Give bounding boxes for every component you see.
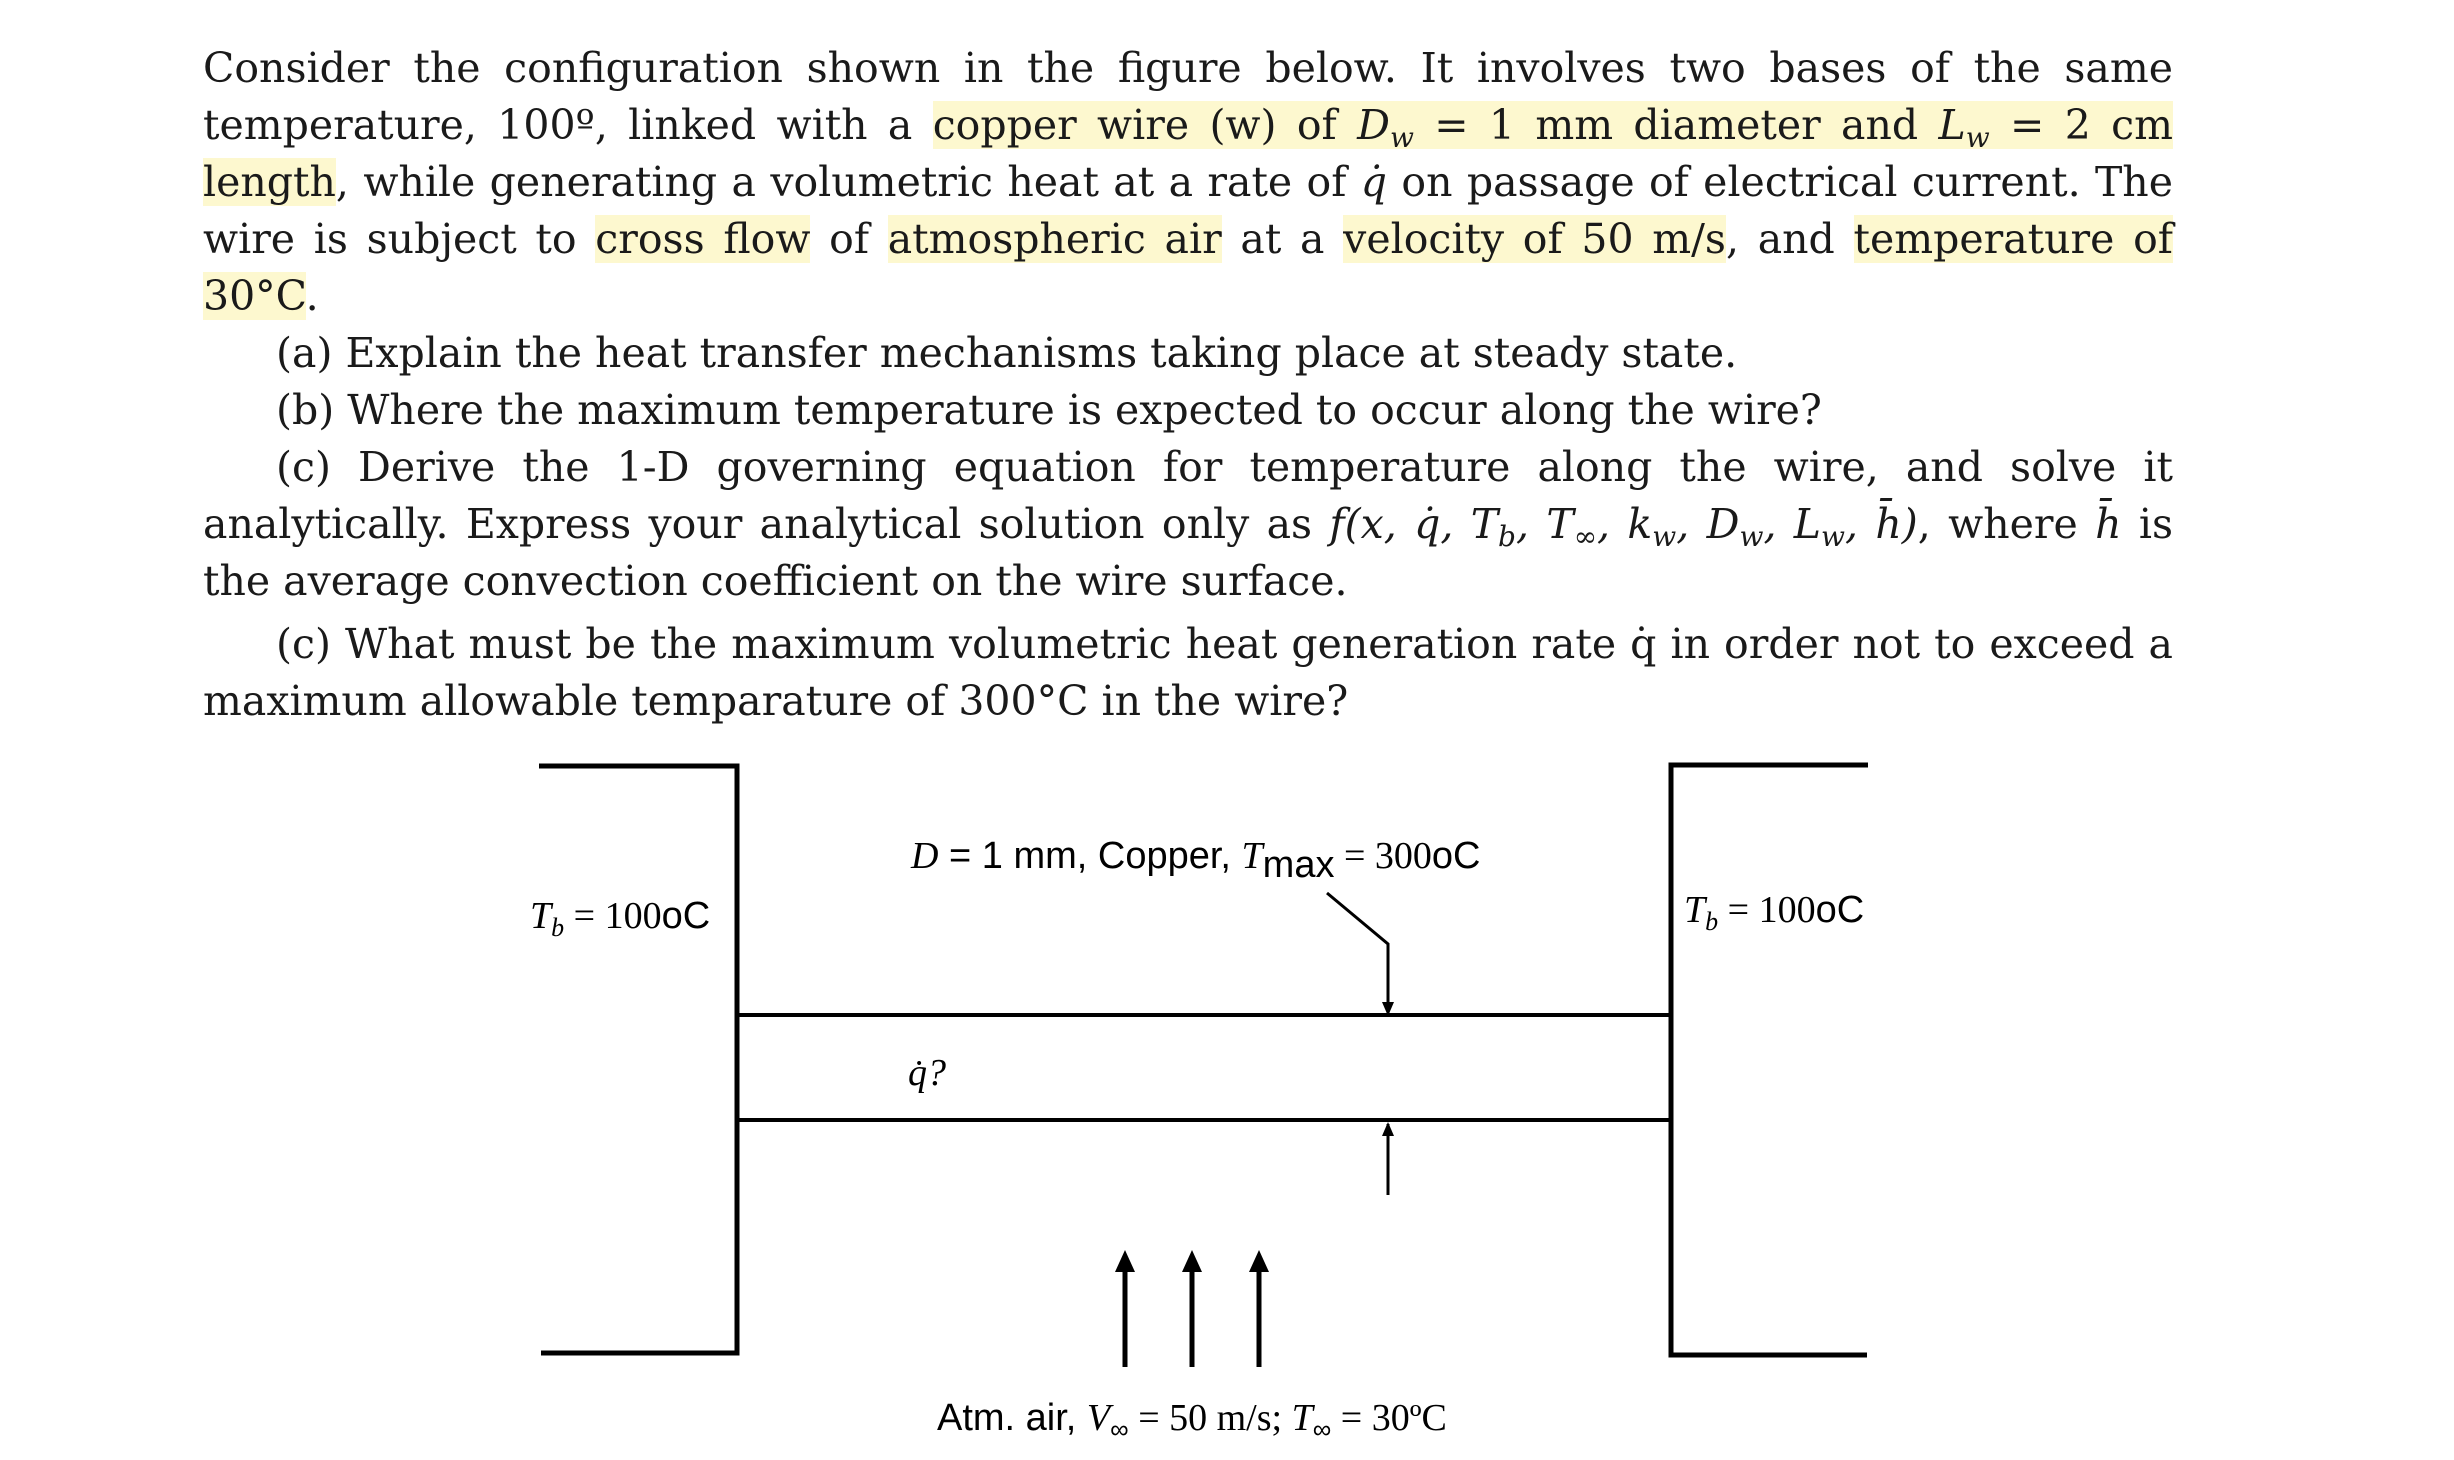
- intro-text: on passage of electrical current. The wire is subject to: [203, 158, 2173, 263]
- highlight-velocity: velocity of 50 m/s: [1343, 215, 1726, 263]
- tmax-pointer-arrow: [1327, 893, 1388, 1014]
- math-subscript: w: [1821, 520, 1845, 553]
- highlight-cross-flow: cross flow: [595, 215, 811, 263]
- label-value: = 30ºC: [1331, 1397, 1447, 1439]
- wire-properties-label: [910, 835, 1480, 886]
- right-base-temperature-label: [1684, 889, 1864, 936]
- label-unit: oC: [1815, 889, 1865, 931]
- intro-text: , while generating a volumetric heat at a rate of: [335, 158, 1361, 206]
- part-b: (b) Where the maximum temperature is expected to occur along the wire?: [276, 386, 1822, 434]
- math-subscript: max: [1262, 844, 1335, 886]
- math-subscript: w: [1965, 121, 1990, 154]
- part-c-text: (c) Derive the 1-D governing equation for temperature along the wire, and solve it analytically. Express your analytical solution only as: [203, 443, 2173, 548]
- math-function: , k: [1597, 500, 1653, 548]
- intro-text: of: [810, 215, 888, 263]
- air-flow-arrowhead-3: [1249, 1250, 1269, 1272]
- heat-generation-label: q̇?: [908, 1052, 946, 1094]
- math-symbol: D: [1357, 101, 1390, 149]
- highlight-temperature: temperature of 30°C: [203, 215, 2173, 320]
- math-subscript: b: [551, 913, 565, 942]
- air-flow-label: [937, 1397, 1447, 1444]
- math-function: , h̄): [1845, 500, 1918, 548]
- math-subscript: ∞: [1312, 1414, 1332, 1444]
- math-function: f(x, q̇, T: [1329, 500, 1499, 548]
- label-value: = 300: [1334, 835, 1432, 877]
- intro-text: .: [305, 272, 319, 320]
- label-unit: oC: [1431, 835, 1481, 877]
- part-c-max-q: (c) What must be the maximum volumetric heat generation rate q̇ in order not to exceed a maximum allowable temparature of 300°C in the wire?: [203, 620, 2173, 725]
- part-a: (a) Explain the heat transfer mechanisms taking place at steady state.: [276, 329, 1738, 377]
- intro-text: at a: [1221, 215, 1344, 263]
- part-c-text: , where: [1917, 500, 2096, 548]
- math-symbol: h̄: [2095, 500, 2122, 548]
- math-subscript: w: [1739, 520, 1764, 553]
- label-value: = 1 mm, Copper,: [938, 835, 1242, 877]
- highlight-text: copper wire (w) of: [932, 101, 1358, 149]
- math-subscript: b: [1705, 907, 1719, 936]
- lower-arrowhead: [1382, 1122, 1394, 1136]
- highlight-text: = 2 cm length: [203, 101, 2173, 206]
- left-base: [539, 766, 737, 1353]
- intro-text: , and: [1725, 215, 1854, 263]
- math-symbol: D: [911, 835, 939, 877]
- label-text: Atm. air,: [937, 1397, 1087, 1439]
- math-symbol: T: [530, 895, 552, 937]
- math-subscript: ∞: [1110, 1414, 1129, 1444]
- intro-text: Consider the configuration shown in the figure below. It involves two bases of the same temperature, 100º, linked with a: [203, 44, 2173, 149]
- air-flow-arrowhead-1: [1115, 1250, 1135, 1272]
- highlight-text: = 1 mm diameter and: [1413, 101, 1939, 149]
- math-function: , L: [1763, 500, 1822, 548]
- math-subscript: w: [1389, 121, 1414, 154]
- math-symbol: q̇: [1360, 158, 1388, 206]
- highlight-atmospheric-air: atmospheric air: [887, 215, 1222, 263]
- math-symbol: L: [1938, 101, 1966, 149]
- label-value: = 100: [1718, 889, 1816, 931]
- math-subscript: ∞: [1573, 520, 1598, 553]
- right-base: [1671, 765, 1868, 1355]
- math-function: , T: [1515, 500, 1574, 548]
- label-unit: oC: [661, 895, 711, 937]
- math-symbol: T: [1684, 889, 1706, 931]
- label-value: = 100: [564, 895, 662, 937]
- label-value: = 50 m/s;: [1128, 1397, 1292, 1439]
- math-symbol: V: [1086, 1397, 1111, 1439]
- left-base-temperature-label: [530, 895, 710, 942]
- math-function: , D: [1676, 500, 1740, 548]
- math-symbol: T: [1241, 835, 1263, 877]
- math-subscript: b: [1498, 520, 1516, 553]
- math-subscript: w: [1652, 520, 1677, 553]
- part-c-text: is the average convection coefficient on the wire surface.: [203, 500, 2174, 605]
- air-flow-arrowhead-2: [1182, 1250, 1202, 1272]
- math-symbol: T: [1291, 1397, 1313, 1439]
